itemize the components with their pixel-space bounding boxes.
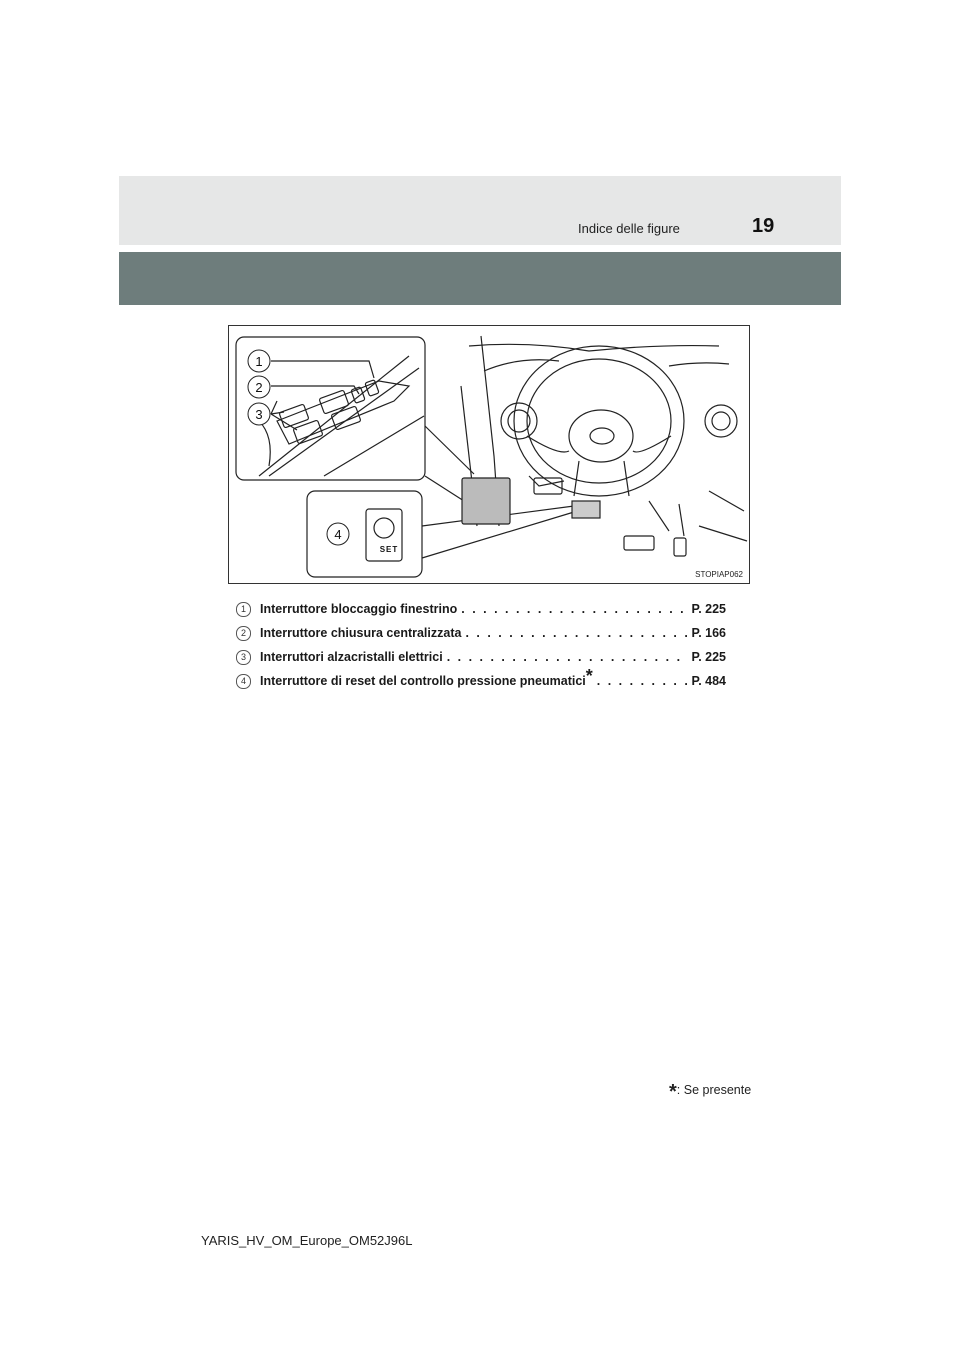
header-band: [119, 176, 841, 245]
callout-4-label: 4: [334, 527, 342, 542]
list-item: [236, 621, 726, 645]
item-label: Interruttore chiusura centralizzata: [260, 626, 462, 640]
document-id: YARIS_HV_OM_Europe_OM52J96L: [201, 1233, 413, 1248]
set-button-text: SET: [379, 545, 399, 554]
footnote-text: : Se presente: [676, 1083, 752, 1097]
page-reference[interactable]: P. 225: [691, 650, 726, 664]
callout-2-label: 2: [255, 380, 263, 395]
page-reference[interactable]: P. 225: [691, 602, 726, 616]
item-label: Interruttori alzacristalli elettrici: [260, 650, 443, 664]
page-reference[interactable]: P. 484: [691, 674, 726, 688]
item-label: [260, 665, 593, 689]
item-number: 1: [236, 602, 251, 617]
dot-leader: [447, 650, 688, 664]
item-number: 4: [236, 674, 251, 689]
callout-1-label: 1: [255, 354, 263, 369]
item-label-text: Interruttore di reset del controllo pressione pneumatici: [260, 674, 586, 689]
footnote: [669, 1081, 751, 1104]
list-item: [236, 597, 726, 621]
section-bar: [119, 252, 841, 305]
list-item: [236, 665, 726, 693]
footnote-star: *: [669, 1081, 677, 1103]
item-number: 2: [236, 626, 251, 641]
page-number: 19: [752, 215, 775, 237]
dashboard-line-drawing: [229, 326, 749, 583]
callout-list: [236, 597, 726, 693]
set-button-inset: [307, 491, 422, 577]
item-number: 3: [236, 650, 251, 665]
dot-leader: [597, 674, 688, 688]
section-title: Indice delle figure: [578, 221, 680, 236]
footnote-mark: *: [585, 665, 593, 686]
list-item: [236, 645, 726, 669]
dashboard-illustration: [228, 325, 750, 584]
dot-leader: [461, 602, 687, 616]
item-label: Interruttore bloccaggio finestrino: [260, 602, 458, 616]
page-reference[interactable]: P. 166: [691, 626, 726, 640]
dot-leader: [465, 626, 687, 640]
callout-3-label: 3: [255, 407, 263, 422]
figure-code: STOPIAP062: [695, 570, 743, 579]
